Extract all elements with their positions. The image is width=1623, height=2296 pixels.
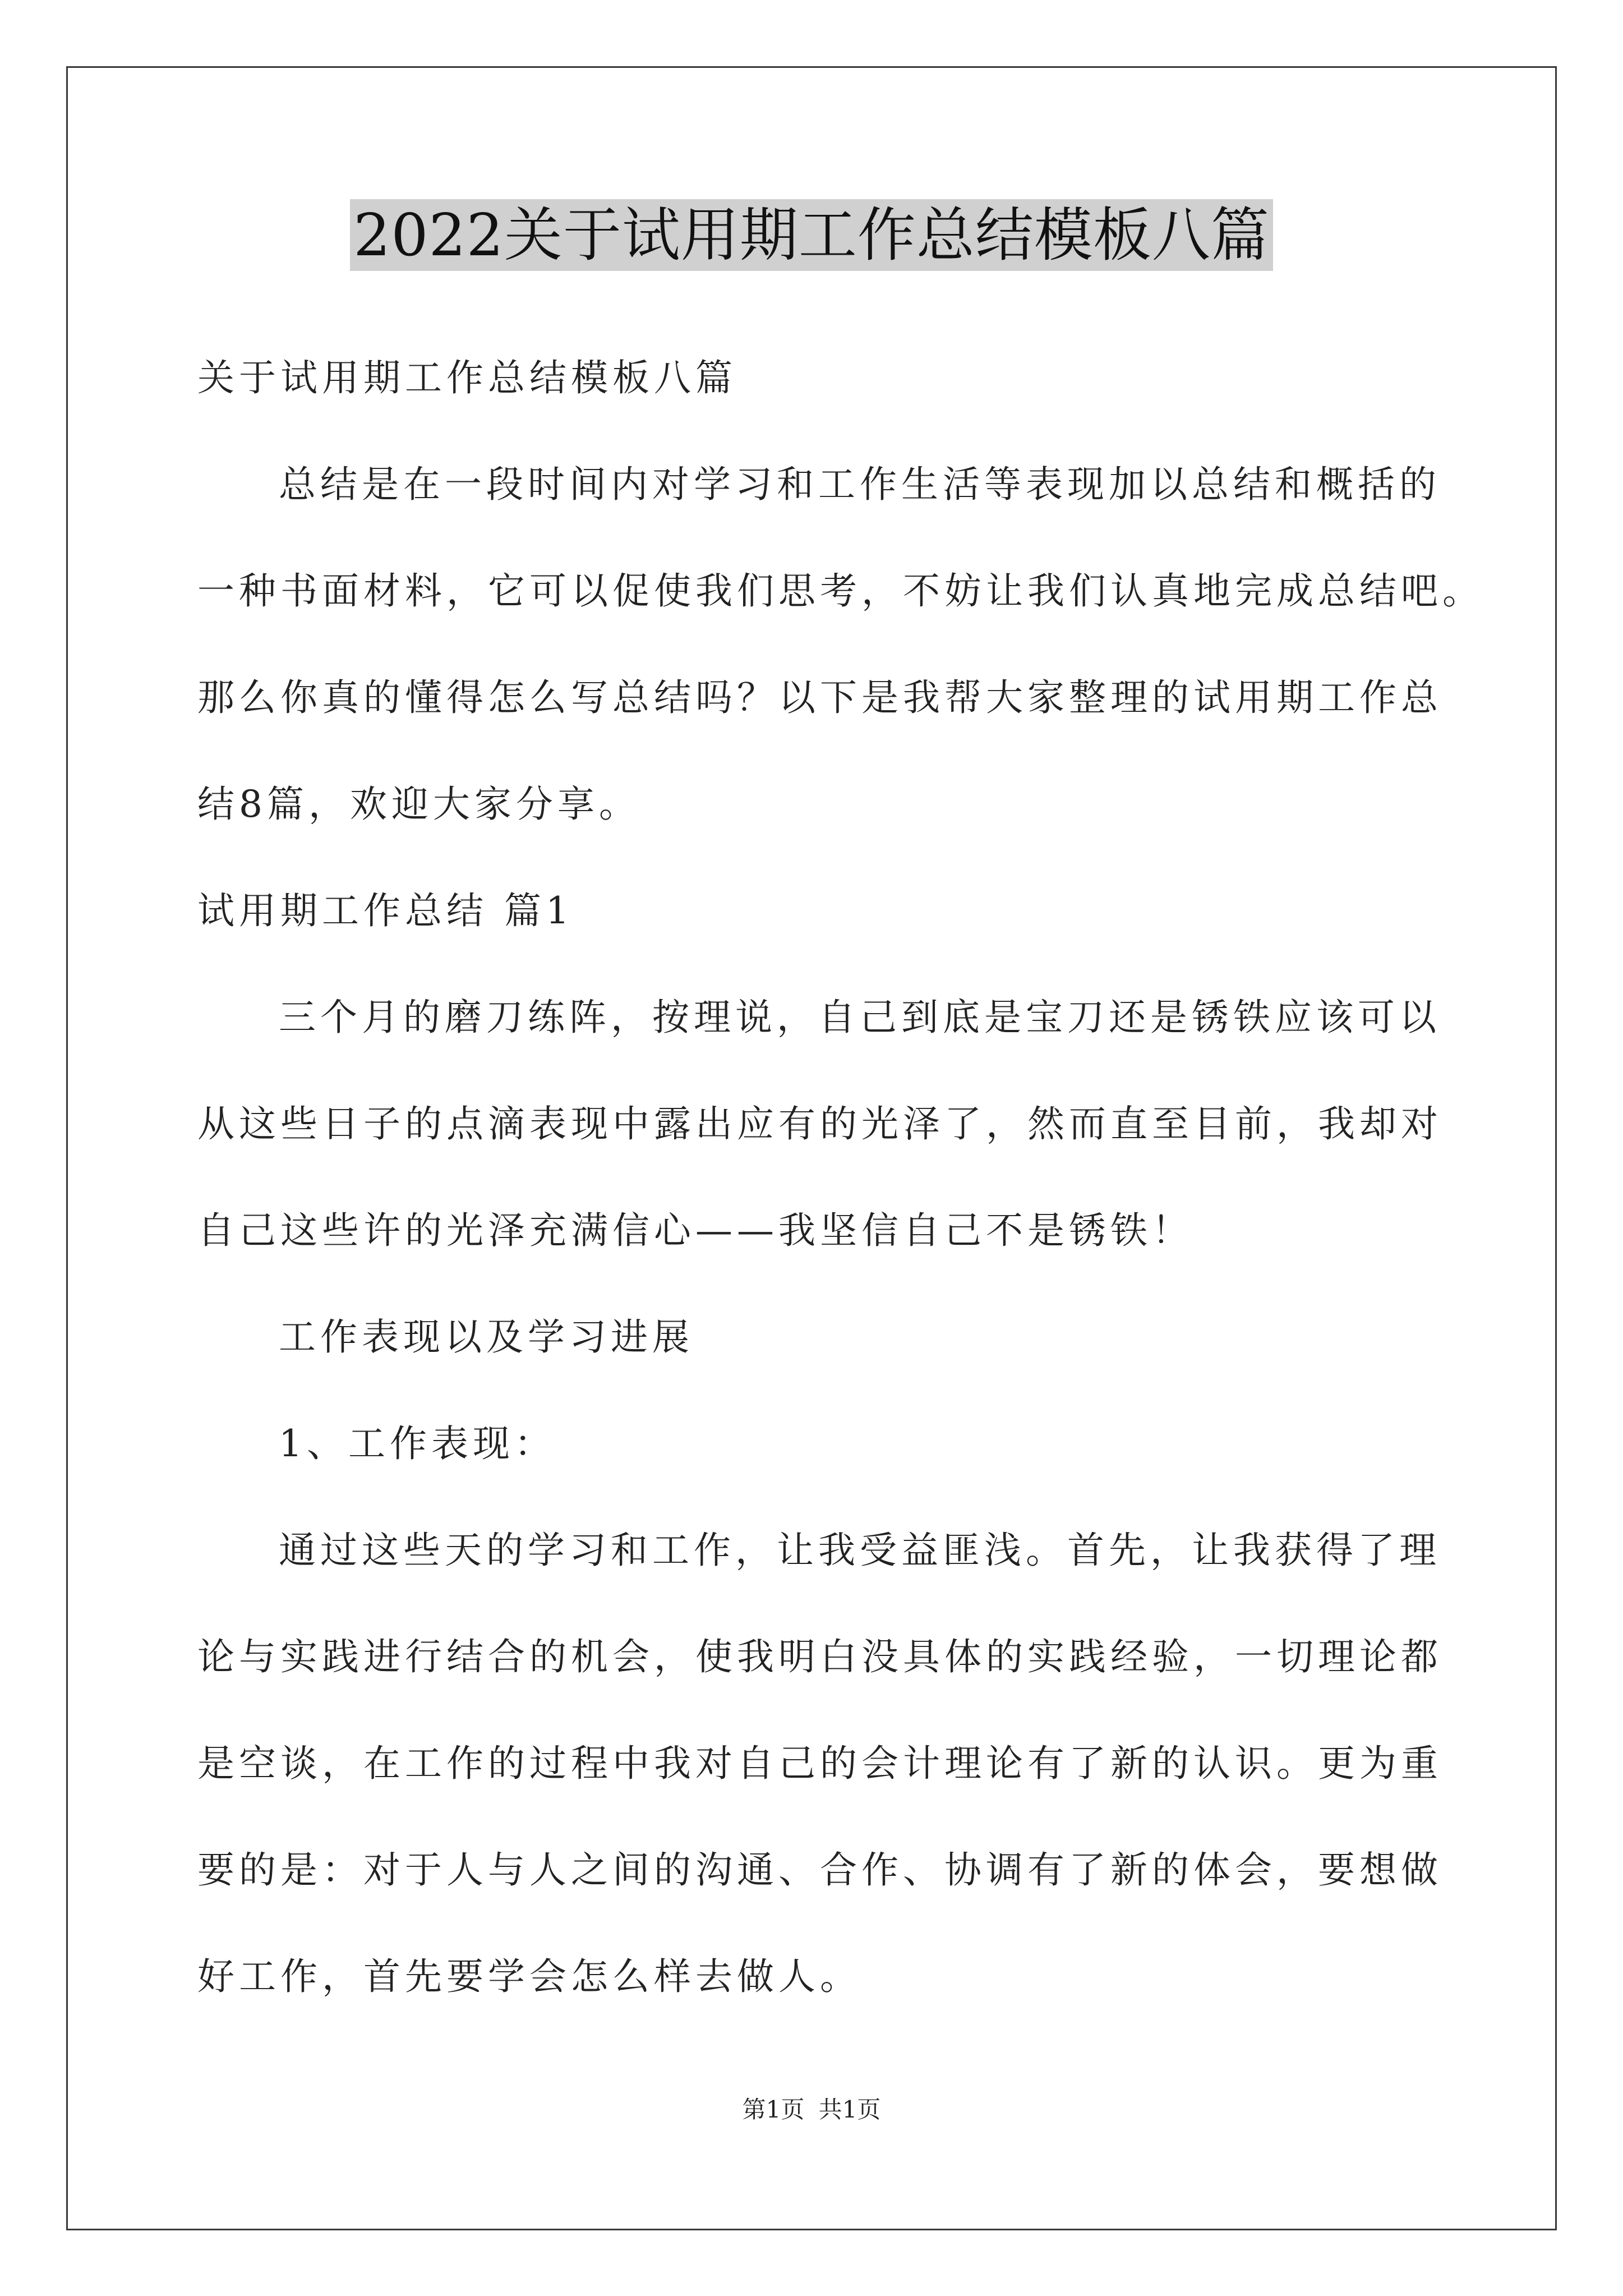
paragraph-line: 从这些日子的点滴表现中露出应有的光泽了，然而直至目前，我却对 xyxy=(197,1102,1442,1145)
paragraph-line: 一种书面材料，它可以促使我们思考，不妨让我们认真地完成总结吧。 xyxy=(197,569,1484,613)
subheading: 工作表现以及学习进展 xyxy=(279,1315,694,1359)
section-heading: 试用期工作总结 篇1 xyxy=(197,889,574,932)
paragraph-line: 那么你真的懂得怎么写总结吗？以下是我帮大家整理的试用期工作总 xyxy=(197,676,1442,719)
paragraph-line: 好工作，首先要学会怎么样去做人。 xyxy=(197,1955,861,1998)
paragraph-line: 总结是在一段时间内对学习和工作生活等表现加以总结和概括的 xyxy=(279,463,1441,506)
paragraph-line: 自己这些许的光泽充满信心——我坚信自己不是锈铁！ xyxy=(197,1209,1193,1252)
paragraph-line: 三个月的磨刀练阵，按理说，自己到底是宝刀还是锈铁应该可以 xyxy=(279,996,1441,1039)
document-subtitle: 关于试用期工作总结模板八篇 xyxy=(197,356,737,399)
page-footer: 第1页 共1页 xyxy=(742,2096,881,2123)
document-title: 2022关于试用期工作总结模板八篇 xyxy=(350,199,1273,271)
paragraph-line: 结8篇，欢迎大家分享。 xyxy=(197,783,640,826)
paragraph-line: 是空谈，在工作的过程中我对自己的会计理论有了新的认识。更为重 xyxy=(197,1742,1442,1785)
subheading: 1、工作表现： xyxy=(279,1422,556,1465)
title-container xyxy=(0,199,1623,271)
paragraph-line: 论与实践进行结合的机会，使我明白没具体的实践经验，一切理论都 xyxy=(197,1635,1442,1678)
paragraph-line: 要的是：对于人与人之间的沟通、合作、协调有了新的体会，要想做 xyxy=(197,1848,1442,1892)
paragraph-line: 通过这些天的学习和工作，让我受益匪浅。首先，让我获得了理 xyxy=(279,1529,1441,1572)
